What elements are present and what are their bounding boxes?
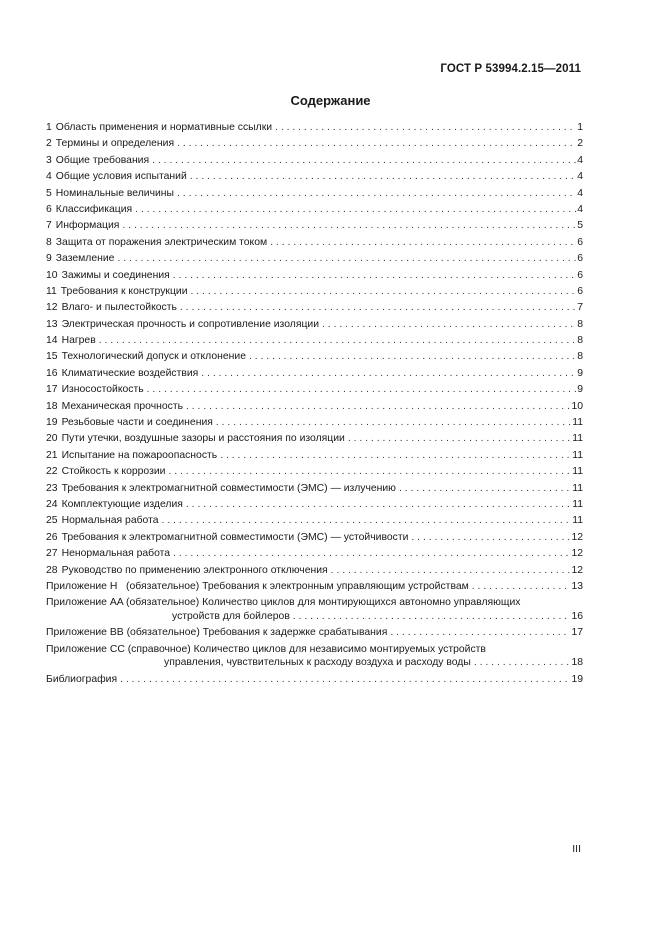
toc-entry-number: 5 xyxy=(46,187,52,199)
leader-dots xyxy=(168,464,571,480)
toc-entry-page: 16 xyxy=(571,610,583,622)
toc-entry[interactable] xyxy=(46,530,583,546)
leader-dots xyxy=(180,300,576,316)
toc-entry-page: 11 xyxy=(572,417,583,429)
toc-entry-page: 11 xyxy=(572,449,583,461)
toc-entry-label: Требования к электромагнитной совместимости (ЭМС) — излучению xyxy=(61,482,396,494)
toc-entry-page: 9 xyxy=(577,367,583,379)
leader-dots xyxy=(147,382,577,398)
toc-entry-label: Технологический допуск и отклонение xyxy=(61,351,246,363)
toc-entry-label: Износостойкость xyxy=(61,384,144,396)
toc-entry-number: 17 xyxy=(46,384,58,396)
toc-entry-page: 4 xyxy=(577,154,583,166)
leader-dots xyxy=(472,579,571,595)
toc-entry[interactable] xyxy=(46,169,583,185)
toc-entry-label-continued: устройств для бойлеров xyxy=(172,610,290,622)
toc-entry[interactable] xyxy=(46,235,583,251)
toc-entry[interactable] xyxy=(46,120,583,136)
toc-entry-page: 11 xyxy=(572,466,583,478)
toc-entry-number: 11 xyxy=(46,285,57,297)
toc-entry-page: 17 xyxy=(571,627,583,639)
toc-entry[interactable] xyxy=(46,382,583,398)
leader-dots xyxy=(293,610,571,624)
toc-entry[interactable] xyxy=(46,300,583,316)
toc-entry[interactable] xyxy=(46,563,583,579)
toc-entry[interactable] xyxy=(46,186,583,202)
toc-entry[interactable] xyxy=(46,218,583,234)
toc-entry-page: 10 xyxy=(571,400,583,412)
toc-entry[interactable] xyxy=(46,464,583,480)
toc-entry-appendix-aa[interactable] xyxy=(46,596,583,623)
toc-entry-number: 23 xyxy=(46,482,58,494)
toc-entry-label: Руководство по применению электронного отключения xyxy=(61,564,328,576)
leader-dots xyxy=(120,672,570,688)
toc-entry-number: 15 xyxy=(46,351,58,363)
toc-entry-page: 6 xyxy=(577,285,583,297)
toc-entry-page: 4 xyxy=(577,203,583,215)
toc-entry-page: 1 xyxy=(577,122,583,133)
toc-entry-page: 6 xyxy=(577,253,583,265)
toc-entry-number: 3 xyxy=(46,154,52,166)
toc-entry-number: 28 xyxy=(46,564,58,576)
toc-entry-page: 13 xyxy=(571,580,583,592)
toc-entry-page: 11 xyxy=(572,433,583,445)
leader-dots xyxy=(135,202,576,218)
toc-entry-page: 12 xyxy=(571,564,583,576)
toc-entry-label: Резьбовые части и соединения xyxy=(61,417,213,429)
toc-entry-bibliography[interactable] xyxy=(46,672,583,688)
toc-entry-number: 1 xyxy=(46,122,52,133)
toc-entry[interactable] xyxy=(46,136,583,152)
toc-sections xyxy=(46,120,583,579)
toc-entry-label-continued: управления, чувствительных к расходу воздуха и расходу воды xyxy=(164,657,471,669)
toc-entry-number: 10 xyxy=(46,269,58,281)
toc-entry-appendix-h[interactable] xyxy=(46,579,583,595)
toc-entry-page: 5 xyxy=(577,220,583,232)
toc-entry-label: Информация xyxy=(55,220,120,232)
toc-entry-label: Приложение AA (обязательное) Количество циклов для монтирующихся автономно управляющих xyxy=(46,597,521,609)
page-number: III xyxy=(572,843,581,855)
leader-dots xyxy=(117,251,576,267)
toc-entry-label: Общие условия испытаний xyxy=(55,171,187,183)
toc-entry-label: Библиография xyxy=(46,673,118,685)
toc-entry-number: 12 xyxy=(46,302,58,314)
toc-entry-number: 6 xyxy=(46,203,52,215)
toc-entry-label: Механическая прочность xyxy=(61,400,183,412)
toc-entry-page: 4 xyxy=(577,171,583,183)
leader-dots xyxy=(191,284,577,300)
toc-entry-number: 18 xyxy=(46,400,58,412)
toc-entry-number: 27 xyxy=(46,548,58,560)
toc-entry-appendix-bb[interactable] xyxy=(46,625,583,641)
leader-dots xyxy=(190,169,576,185)
toc-entry-label: Электрическая прочность и сопротивление изоляции xyxy=(61,318,320,330)
leader-dots xyxy=(152,153,576,169)
leader-dots xyxy=(411,530,570,546)
leader-dots xyxy=(99,333,577,349)
toc-entry[interactable] xyxy=(46,268,583,284)
leader-dots xyxy=(177,136,576,152)
toc-entry-number: 22 xyxy=(46,466,58,478)
leader-dots xyxy=(173,268,576,284)
leader-dots xyxy=(216,415,571,431)
toc-entry-page: 12 xyxy=(571,531,583,543)
toc-entry-label: Приложение BB (обязательное) Требования к задержке срабатывания xyxy=(46,627,388,639)
toc-entry-page: 11 xyxy=(572,498,583,510)
toc-entry-label: Классификация xyxy=(55,203,133,215)
toc-entry-page: 8 xyxy=(577,318,583,330)
toc-entry-number: 26 xyxy=(46,531,58,543)
toc-entry-label: Приложение CC (справочное) Количество циклов для независимо монтируемых устройств xyxy=(46,643,486,655)
toc-entry-label: Испытание на пожароопасность xyxy=(61,449,218,461)
toc-entry-page: 12 xyxy=(571,548,583,560)
toc-entry-label: Климатические воздействия xyxy=(61,367,199,379)
toc-entry[interactable] xyxy=(46,349,583,365)
toc-entry-number: 25 xyxy=(46,515,58,527)
toc-entry[interactable] xyxy=(46,513,583,529)
table-of-contents xyxy=(46,120,583,688)
leader-dots xyxy=(249,349,576,365)
leader-dots xyxy=(474,656,571,670)
toc-entry[interactable] xyxy=(46,497,583,513)
toc-entry[interactable] xyxy=(46,202,583,218)
toc-entry-label: Заземление xyxy=(55,253,115,265)
toc-entry-page: 11 xyxy=(572,482,583,494)
toc-entry-label: Комплектующие изделия xyxy=(61,498,183,510)
toc-entry-page: 18 xyxy=(571,657,583,669)
leader-dots xyxy=(322,317,576,333)
toc-entry-label: Пути утечки, воздушные зазоры и расстояния по изоляции xyxy=(61,433,345,445)
leader-dots xyxy=(186,497,571,513)
toc-entry-page: 11 xyxy=(572,515,583,527)
toc-entry-label: Нагрев xyxy=(61,335,96,347)
toc-entry[interactable] xyxy=(46,448,583,464)
toc-entry-number: 9 xyxy=(46,253,52,265)
toc-entry[interactable] xyxy=(46,251,583,267)
leader-dots xyxy=(331,563,571,579)
leader-dots xyxy=(177,186,576,202)
toc-entry-number: 21 xyxy=(46,449,58,461)
toc-entry-page: 6 xyxy=(577,236,583,248)
toc-entry-number: 16 xyxy=(46,367,58,379)
toc-entry-label: Нормальная работа xyxy=(61,515,159,527)
toc-entry-page: 19 xyxy=(571,673,583,685)
toc-entry-number: 4 xyxy=(46,171,52,183)
toc-entry-label: Общие требования xyxy=(55,154,150,166)
toc-entry-label: Требования к электромагнитной совместимости (ЭМС) — устойчивости xyxy=(61,531,409,543)
document-id: ГОСТ Р 53994.2.15—2011 xyxy=(440,63,581,75)
leader-dots xyxy=(201,366,576,382)
toc-entry-page: 4 xyxy=(577,187,583,199)
toc-entry-number: 20 xyxy=(46,433,58,445)
toc-entry-label: Зажимы и соединения xyxy=(61,269,170,281)
toc-entry-number: 24 xyxy=(46,498,58,510)
leader-dots xyxy=(399,481,571,497)
toc-entry-label: Требования к конструкции xyxy=(60,285,188,297)
leader-dots xyxy=(173,546,570,562)
leader-dots xyxy=(220,448,571,464)
toc-entry-page: 7 xyxy=(577,302,583,314)
toc-entry-number: 13 xyxy=(46,318,58,330)
toc-entry-page: 8 xyxy=(577,335,583,347)
toc-entry[interactable] xyxy=(46,317,583,333)
toc-entry[interactable] xyxy=(46,431,583,447)
toc-entry-number: 19 xyxy=(46,417,58,429)
toc-entry[interactable] xyxy=(46,399,583,415)
toc-entry-number: 7 xyxy=(46,220,52,232)
toc-entry-number: 14 xyxy=(46,335,58,347)
toc-entry-label: Приложение H (обязательное) Требования к электронным управляющим устройствам xyxy=(46,580,469,592)
leader-dots xyxy=(275,120,576,136)
toc-entry-page: 2 xyxy=(577,138,583,150)
toc-entry-appendix-cc[interactable] xyxy=(46,643,583,670)
toc-entry-page: 9 xyxy=(577,384,583,396)
leader-dots xyxy=(390,625,570,641)
toc-entry-page: 6 xyxy=(577,269,583,281)
toc-entry-page: 8 xyxy=(577,351,583,363)
toc-entry[interactable] xyxy=(46,546,583,562)
toc-entry[interactable] xyxy=(46,153,583,169)
toc-entry-label: Область применения и нормативные ссылки xyxy=(55,122,273,133)
toc-entry[interactable] xyxy=(46,333,583,349)
toc-entry[interactable] xyxy=(46,415,583,431)
leader-dots xyxy=(348,431,571,447)
toc-entry-label: Защита от поражения электрическим током xyxy=(55,236,268,248)
toc-entry-number: 2 xyxy=(46,138,52,150)
toc-entry-label: Стойкость к коррозии xyxy=(61,466,166,478)
toc-entry[interactable] xyxy=(46,481,583,497)
leader-dots xyxy=(162,513,572,529)
toc-entry-label: Влаго- и пылестойкость xyxy=(61,302,177,314)
leader-dots xyxy=(122,218,576,234)
toc-entry-label: Ненормальная работа xyxy=(61,548,171,560)
toc-entry[interactable] xyxy=(46,284,583,300)
toc-entry-number: 8 xyxy=(46,236,52,248)
toc-entry-label: Термины и определения xyxy=(55,138,175,150)
toc-entry[interactable] xyxy=(46,366,583,382)
leader-dots xyxy=(186,399,570,415)
toc-entry-label: Номинальные величины xyxy=(55,187,175,199)
page-title: Содержание xyxy=(290,93,371,108)
leader-dots xyxy=(270,235,576,251)
